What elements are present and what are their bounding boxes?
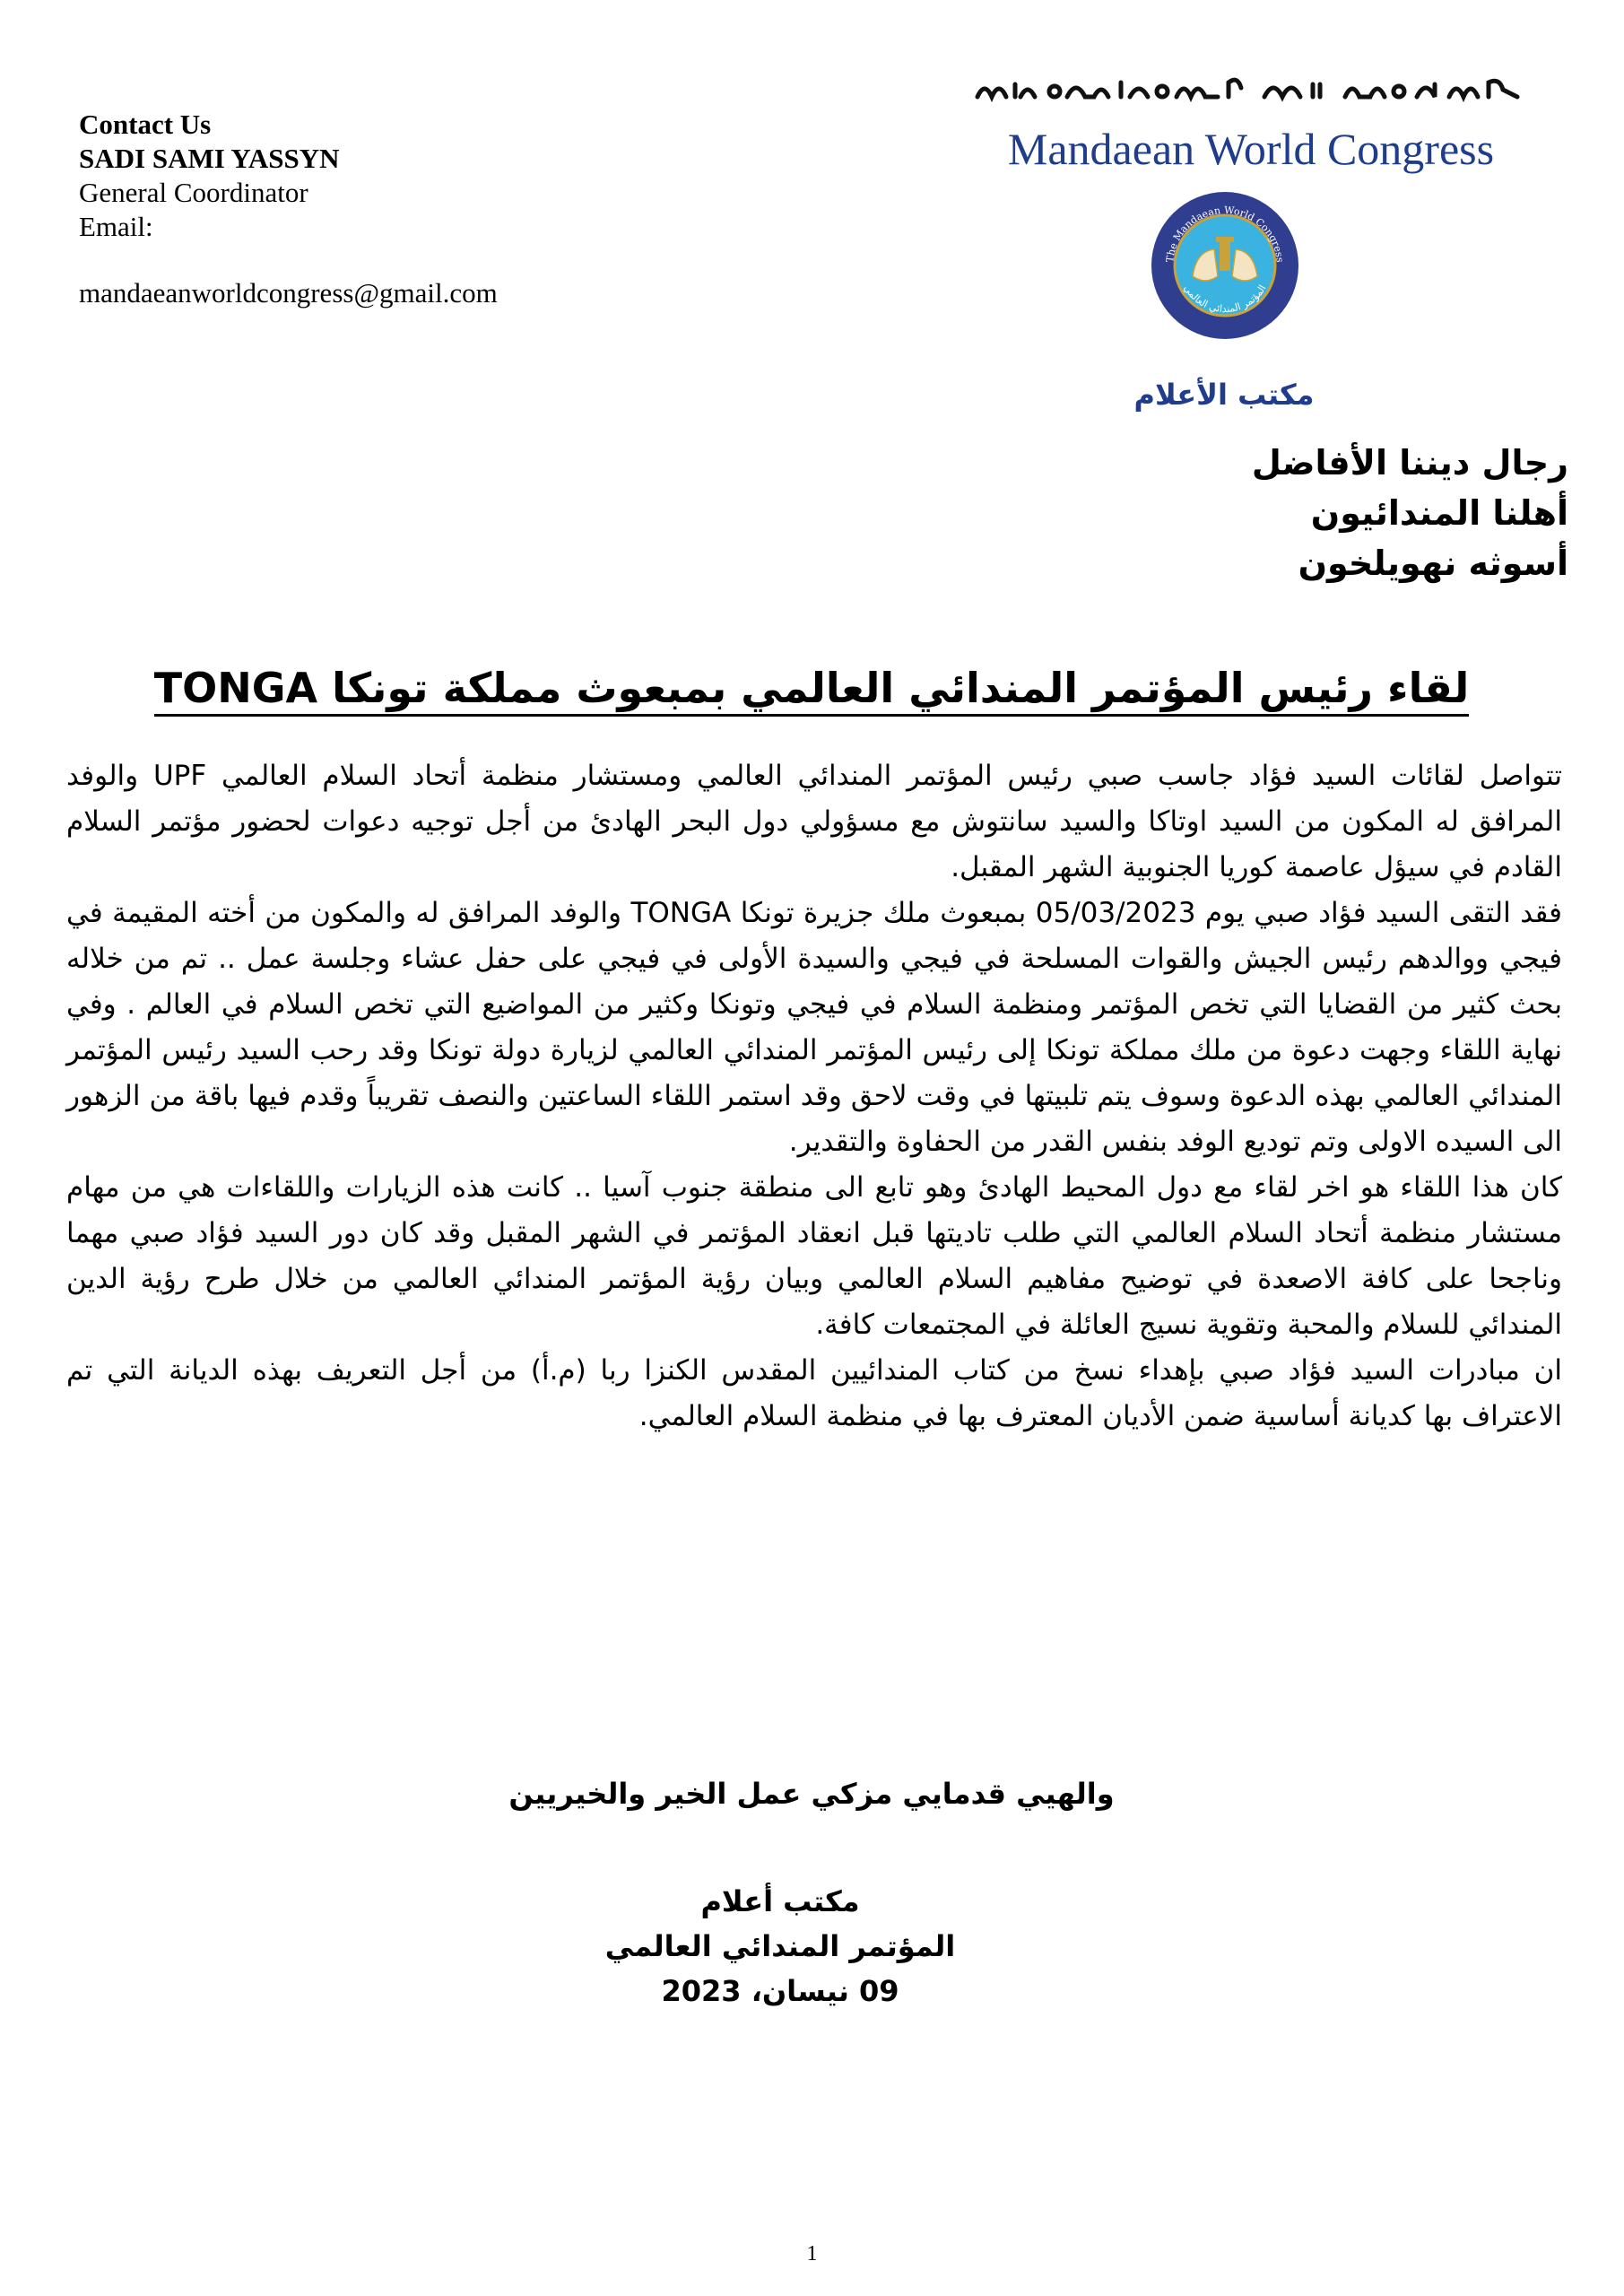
salutation-line: أهلنا المندائيون — [1310, 493, 1568, 533]
page-number: 1 — [806, 2242, 818, 2266]
organization-name: Mandaean World Congress — [1007, 124, 1495, 174]
paragraph: ان مبادرات السيد فؤاد صبي بإهداء نسخ من كتاب المندائيين المقدس الكنزا ربا (م.أ) من أجل التعريف بهذه الديانة التي تم الاعتراف بها كديانة أساسية ضمن الأديان المعترف بها في منظمة السلام العالمي. — [66, 1354, 1562, 1432]
article-body — [66, 753, 1562, 1439]
signature-office: مكتب أعلام — [700, 1884, 860, 1918]
media-office-label: مكتب الأعلام — [1133, 378, 1315, 412]
logo-text-arabic: المؤتمر المندائي العالمي — [1181, 283, 1269, 316]
paragraph: كان هذا اللقاء هو اخر لقاء مع دول المحيط الهادئ وهو تابع الى منطقة جنوب آسيا .. كانت هذه الزيارات واللقاءات هي من مهام مستشار منظمة أتحاد السلام العالمي التي طلب تاديتها قبل انعقاد المؤتمر في الشهر المقبل وقد كان دور السيد فؤاد صبي مهما وناجحا على كافة الاصعدة في توضيح مفاهيم السلام العالمي وبيان رؤية المؤتمر المندائي العالمي من خلال طرح رؤية الدين المندائي للسلام والمحبة وتقوية نسيج العائلة في المجتمعات كافة. — [66, 1171, 1562, 1341]
contact-role: General Coordinator — [79, 177, 308, 208]
contact-name: SADI SAMI YASSYN — [79, 143, 340, 174]
closing-blessing: والهيي قدمايي مزكي عمل الخير والخيريين — [508, 1777, 1115, 1811]
paragraph: فقد التقى السيد فؤاد صبي يوم 05/03/2023 بمبعوث ملك جزيرة تونكا TONGA والوفد المرافق له والمكون من أخته المقيمة في فيجي ووالدهم رئيس الجيش والقوات المسلحة في فيجي والسيدة الأولى في فيجي على حفل عشاء وجلسة عمل .. تم من خلاله بحث كثير من القضايا التي تخص المؤتمر ومنظمة السلام في فيجي وتونكا وكثير من المواضيع التي تخص السلام في العالم . وفي نهاية اللقاء وجهت دعوة من ملك مملكة تونكا إلى رئيس المؤتمر المندائي العالمي لزيارة دولة تونكا وقد رحب السيد رئيس المؤتمر المندائي العالمي بهذه الدعوة وسوف يتم تلبيتها في وقت لاحق وقد استمر اللقاء الساعتين والنصف تقريباً وقدم فيها باقة من الزهور الى السيده الاولى وتم توديع الوفد بنفس القدر من الحفاوة والتقدير. — [66, 897, 1562, 1158]
salutation-block — [761, 438, 1568, 588]
paragraph: تتواصل لقائات السيد فؤاد جاسب صبي رئيس المؤتمر المندائي العالمي ومستشار منظمة أتحاد السلام العالمي UPF والوفد المرافق له المكون من السيد اوتاكا والسيد سانتوش مع مسؤولي دول البحر الهادئ من أجل توجيه دعوات لحضور مؤتمر السلام القادم في سيؤل عاصمة كوريا الجنوبية الشهر المقبل. — [66, 760, 1562, 883]
mandaic-script-line — [968, 72, 1533, 108]
salutation-line: أسوثه نهويلخون — [1298, 544, 1568, 583]
headline — [72, 659, 1551, 717]
contact-heading: Contact Us — [79, 109, 212, 140]
contact-email[interactable]: mandaeanworldcongress@gmail.com — [79, 277, 498, 309]
logo-text: The Mandaean World Congress — [1164, 204, 1286, 264]
congress-logo — [1150, 190, 1300, 341]
contact-email-label: Email: — [79, 211, 153, 242]
headline-text: لقاء رئيس المؤتمر المندائي العالمي بمبعوث مملكة تونكا TONGA — [154, 664, 1469, 717]
signature-block — [466, 1879, 1094, 2013]
signature-date: 09 نيسان، 2023 — [661, 1974, 899, 2008]
salutation-line: رجال ديننا الأفاضل — [1251, 443, 1568, 483]
signature-organization: المؤتمر المندائي العالمي — [604, 1929, 956, 1963]
contact-block — [79, 108, 725, 310]
